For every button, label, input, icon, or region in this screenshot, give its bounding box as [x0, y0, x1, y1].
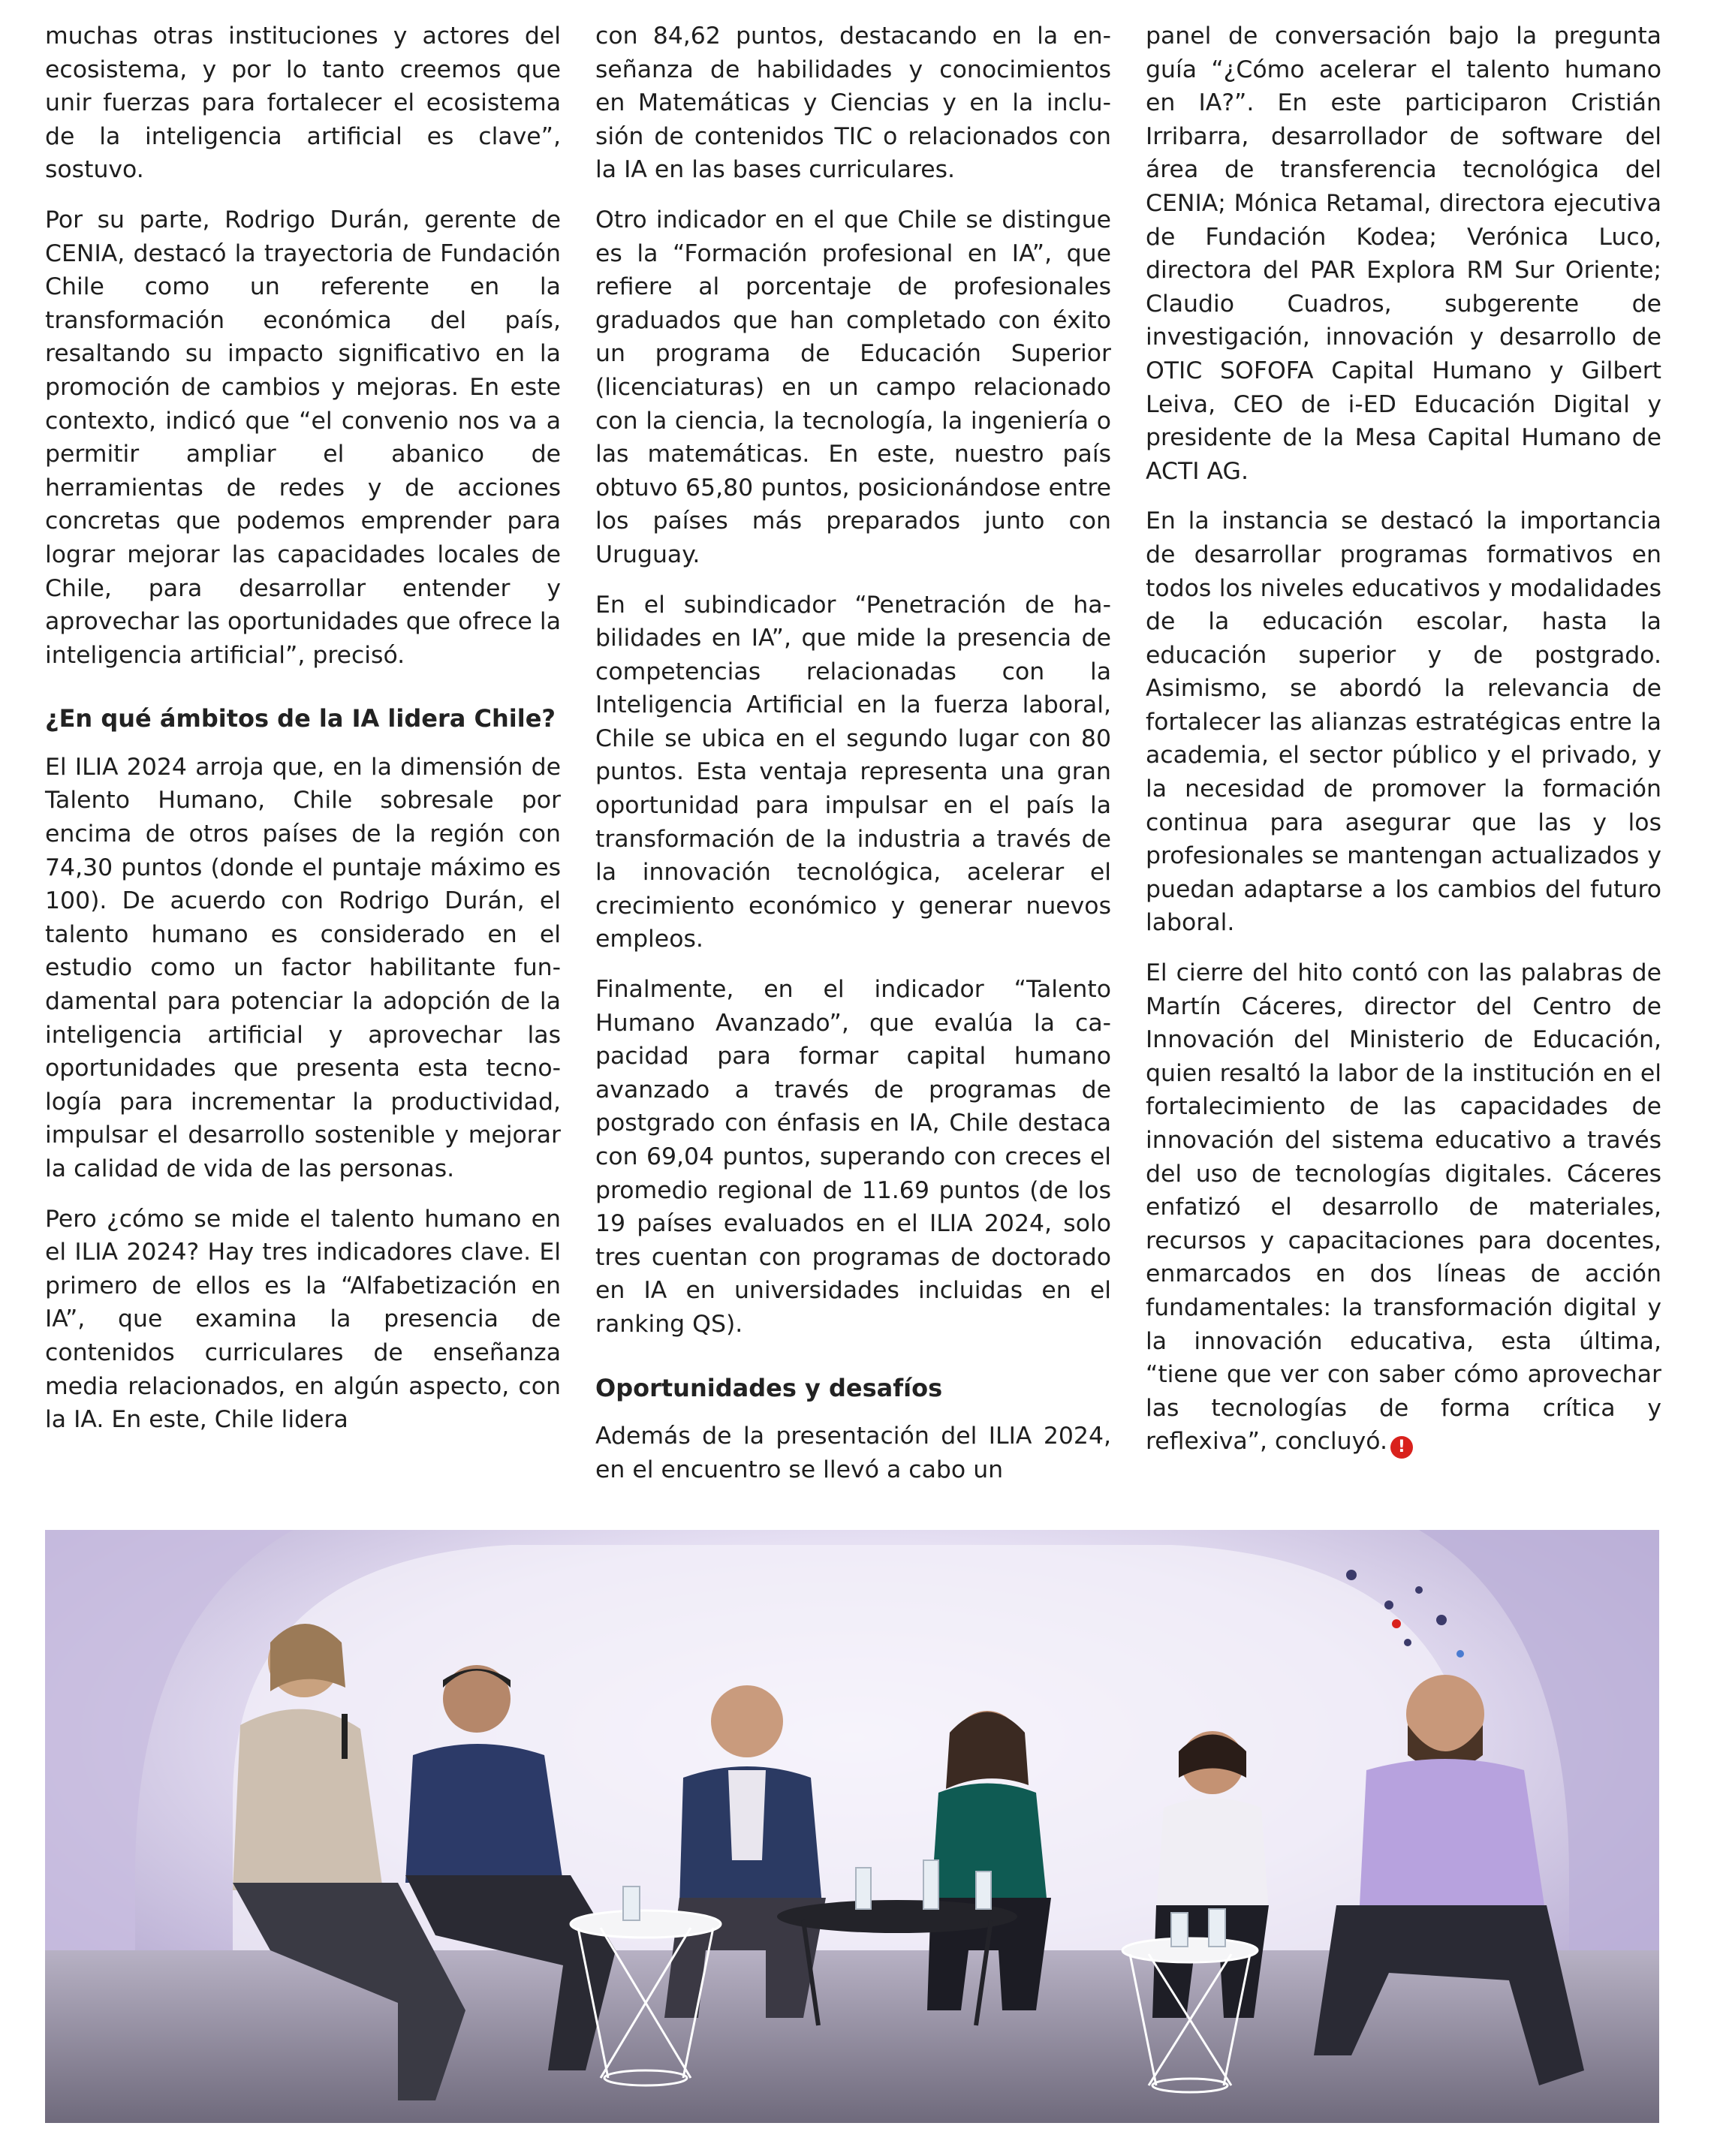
paragraph: El ILIA 2024 arroja que, en la dimensión de Talento Humano, Chile sobresale por encima de otros países de la región con 74,30 puntos (donde el puntaje máximo es 100). De acuerdo con Rodrigo Durán, el talento humano es considerado en el estudio como un factor habilitante fundamental para potenciar la adopción de la inteligencia artificial y aprovechar las oportunidades que presenta esta tecnología para incrementar la productividad, impulsar el desarrollo sostenible y mejorar la calidad de vida de las personas. [45, 753, 561, 1182]
panel-discussion-photo [45, 1530, 1659, 2123]
paragraph: muchas otras instituciones y actores del ecosistema, y por lo tanto creemos que unir fuerzas para fortalecer el ecosistema de la inteligencia artificial es clave”, sostuvo. [45, 23, 561, 184]
paragraph: Por su parte, Rodrigo Durán, gerente de CENIA, destacó la trayectoria de Fundación Chile como un referente en la transformación económica del país, resaltando su impacto significativo en la promoción de cambios y mejoras. En este contexto, indicó que “el convenio nos va a permitir ampliar el abanico de herramientas de redes y de acciones concretas que podemos emprender para lograr mejorar las capacidades locales de Chile, para desarrollar entender y aprovechar las oportunidades que ofrece la inteligencia artificial”, precisó. [45, 206, 561, 669]
paragraph: con 84,62 puntos, destacando en la enseñanza de habilidades y conocimientos en Matemáticas y Ciencias y en la inclusión de contenidos TIC o relacionados con la IA en las bases curriculares. [595, 23, 1111, 184]
paragraph: En el subindicador “Penetración de habilidades en IA”, que mide la presencia de competencias relacionadas con la Inteligencia Artificial en la fuerza laboral, Chile se ubica en el segundo lugar con 80 puntos. Esta ventaja representa una gran oportunidad para impulsar en el país la transformación de la industria a través de la innovación tecnológica, acelerar el crecimiento económico y generar nuevos empleos. [595, 591, 1111, 953]
photo-illustration [45, 1530, 1659, 2123]
paragraph: El cierre del hito contó con las palabras de Martín Cáceres, director del Centro de Innovación del Ministerio de Educación, quien resaltó la labor de la institución en el fortalecimiento de las capacidades de innovación del sistema educativo a través del uso de tecnologías digitales. Cáceres enfatizó el desarrollo de materiales, recursos y capacitaciones para docentes, enmarcados en dos líneas de acción fundamentales: la transformación digital y la innovación educativa, esta última, “tiene que ver con saber cómo aprovechar las tecnologías de forma crítica y reflexiva”, concluyó. ! [1146, 956, 1661, 1459]
end-of-article-mark: ! [1390, 1436, 1413, 1459]
paragraph: panel de conversación bajo la pregunta guía “¿Cómo acelerar el talento humano en IA?”. En este participaron Cristián Irribarra, desarrollador de software del área de transferencia tecnológica del CENIA; Mónica Retamal, directora ejecutiva de Fundación Kodea; Verónica Luco, directora del PAR Explora RM Sur Oriente; Claudio Cuadros, subgerente de investigación, innovación y desarrollo de OTIC SOFOFA Capital Humano y Gilbert Leiva, CEO de i-ED Educación Digital y presidente de la Mesa Capital Humano de ACTI AG. [1146, 23, 1661, 485]
paragraph: Finalmente, en el indicador “Talento Humano Avanzado”, que evalúa la capacidad para formar capital humano avanzado a través de programas de postgrado con énfasis en IA, Chile destaca con 69,04 puntos, superando con creces el promedio regional de 11.69 puntos (de los 19 países evaluados en el ILIA 2024, solo tres cuentan con programas de doctorado en IA en universidades incluidas en el ranking QS). [595, 976, 1111, 1338]
section-heading: ¿En qué ámbitos de la IA lidera Chile? [45, 704, 556, 733]
paragraph: En la instancia se destacó la importancia de desarrollar programas formativos en todos los niveles educativos y modalidades de la educación escolar, hasta la educación superior y de postgrado. Asimismo, se abordó la relevancia de fortalecer las alianzas estratégicas entre la academia, el sector público y el privado, y la necesidad de promover la formación continua para asegurar que las y los profesionales se mantengan actualizados y puedan adaptarse a los cambios del futuro laboral. [1146, 507, 1661, 937]
section-heading: Oportunidades y desafíos [595, 1373, 943, 1402]
paragraph: Otro indicador en el que Chile se distingue es la “Formación profesional en IA”, que refiere al porcentaje de profesionales graduados que han completado con éxito un programa de Educación Superior (licenciaturas) en un campo relacionado con la ciencia, la tecnología, la ingeniería o las matemáticas. En este, nuestro país obtuvo 65,80 puntos, posicionándose entre los países más preparados junto con Uruguay. [595, 206, 1111, 568]
article-column-3 [1146, 20, 1661, 1475]
paragraph: Pero ¿cómo se mide el talento humano en el ILIA 2024? Hay tres indicadores clave. El primero de ellos es la “Alfabetización en IA”, que examina la presencia de contenidos curriculares de enseñanza media relacionados, en algún aspecto, con la IA. En este, Chile lidera [45, 1205, 561, 1434]
article-column-2 [595, 20, 1111, 1503]
paragraph: Además de la presentación del ILIA 2024, en el encuentro se llevó a cabo un [595, 1423, 1111, 1483]
article-column-1 [45, 20, 561, 1453]
